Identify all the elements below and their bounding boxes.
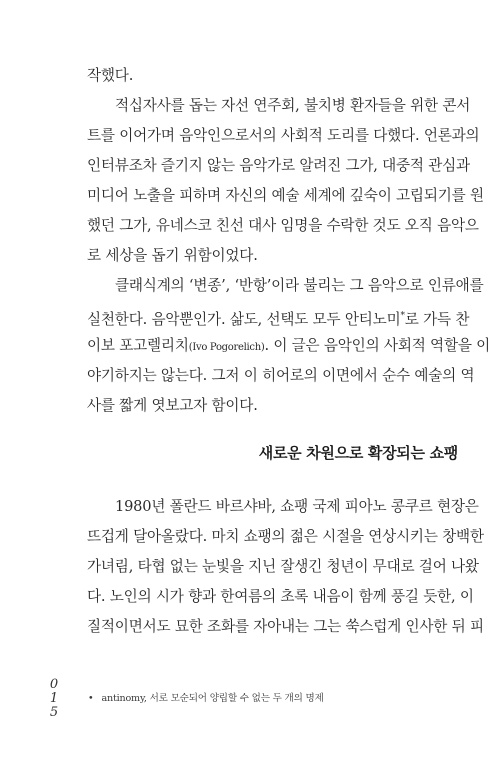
page-number-glyphs	[44, 676, 64, 720]
footnote-marker: *	[400, 311, 405, 321]
body-line: 야기하지는 않는다. 그저 이 히어로의 이면에서 순수 예술의 역	[87, 367, 475, 384]
footnote-bullet: •	[88, 693, 94, 704]
page-number-digit: 0	[49, 677, 59, 692]
body-line: 적십자사를 돕는 자선 연주회, 불치병 환자들을 위한 콘서	[115, 97, 471, 114]
body-line	[87, 306, 470, 330]
body-line: 클래식계의 ‘변종’, ‘반항’이라 불리는 그 음악으로 인류애를	[115, 277, 484, 294]
body-text: 로 가득 찬	[404, 311, 470, 328]
body-text: 이보 포고렐리치	[87, 337, 189, 354]
body-line: 다. 노인의 시가 향과 한여름의 초록 내음이 함께 풍길 듯한, 이	[87, 588, 474, 605]
body-line: 질적이면서도 묘한 조화를 자아내는 그는 쑥스럽게 인사한 뒤 피	[87, 618, 484, 635]
body-line: 1980년 폴란드 바르샤바, 쇼팽 국제 피아노 콩쿠르 현장은	[115, 498, 479, 515]
page-number-digit: 5	[49, 705, 59, 720]
body-line: 작했다.	[87, 67, 134, 84]
body-line: 트를 이어가며 음악인으로서의 사회적 도리를 다했다. 언론과의	[87, 127, 480, 144]
latin-name: (Ivo Pogorelich)	[188, 342, 265, 353]
body-text: . 이 글은 음악인의 사회적 역할을 이	[264, 337, 491, 354]
footnote-text: antinomy, 서로 모순되어 양립할 수 없는 두 개의 명제	[101, 693, 324, 704]
footnote	[88, 690, 324, 704]
body-line: 했던 그가, 유네스코 친선 대사 임명을 수락한 것도 오직 음악으	[87, 217, 479, 234]
body-line: 사를 짧게 엿보고자 함이다.	[87, 397, 258, 414]
body-line: 가녀림, 타협 없는 눈빛을 지닌 잘생긴 청년이 무대로 걸어 나왔	[87, 558, 479, 575]
section-heading: 새로운 차원으로 확장되는 쇼팽	[258, 444, 458, 462]
body-line: 미디어 노출을 피하며 자신의 예술 세계에 깊숙이 고립되기를 원	[87, 187, 484, 204]
body-line: 로 세상을 돕기 위함이었다.	[87, 247, 258, 264]
page-number	[44, 676, 64, 720]
body-line: 뜨겁게 달아올랐다. 마치 쇼팽의 젊은 시절을 연상시키는 창백한	[87, 528, 484, 545]
page-number-digit: 1	[49, 691, 59, 706]
body-text: 실천한다. 음악뿐인가. 삶도, 선택도 모두 안티노미	[87, 311, 401, 328]
body-line	[87, 336, 491, 358]
body-line: 인터뷰조차 즐기지 않는 음악가로 알려진 그가, 대중적 관심과	[87, 157, 470, 174]
